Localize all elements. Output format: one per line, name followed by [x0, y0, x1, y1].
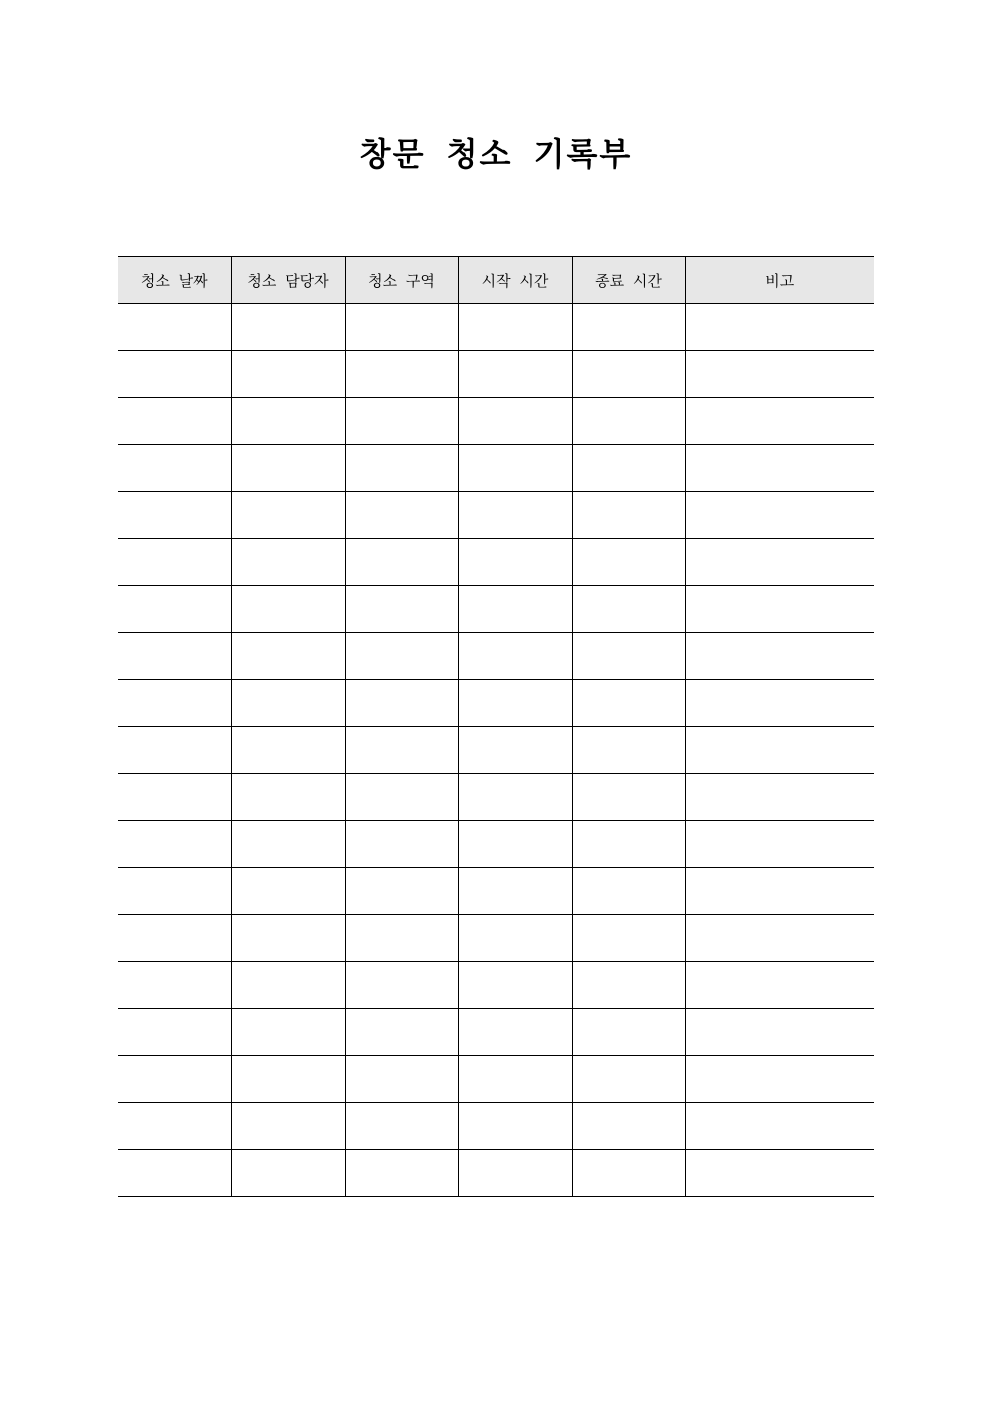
remarks-cell[interactable]: [685, 727, 874, 774]
date-cell[interactable]: [118, 680, 231, 727]
start-time-cell[interactable]: [458, 680, 572, 727]
table-row: [118, 398, 874, 445]
table-row: [118, 680, 874, 727]
table-row: [118, 586, 874, 633]
date-cell[interactable]: [118, 962, 231, 1009]
end-time-cell[interactable]: [572, 633, 685, 680]
table-header-row: [118, 257, 874, 304]
end-time-cell[interactable]: [572, 445, 685, 492]
person-cell[interactable]: [231, 727, 345, 774]
area-cell[interactable]: [345, 398, 458, 445]
table-row: [118, 915, 874, 962]
table-row: [118, 445, 874, 492]
start-time-cell[interactable]: [458, 586, 572, 633]
remarks-cell[interactable]: [685, 586, 874, 633]
person-cell[interactable]: [231, 821, 345, 868]
date-cell[interactable]: [118, 1056, 231, 1103]
remarks-cell[interactable]: [685, 868, 874, 915]
start-time-cell[interactable]: [458, 821, 572, 868]
area-cell[interactable]: [345, 868, 458, 915]
date-cell[interactable]: [118, 1150, 231, 1197]
end-time-cell[interactable]: [572, 1009, 685, 1056]
table-row: [118, 774, 874, 821]
person-cell[interactable]: [231, 680, 345, 727]
table-body: [118, 304, 874, 1197]
end-time-cell[interactable]: [572, 351, 685, 398]
area-cell[interactable]: [345, 1103, 458, 1150]
remarks-cell[interactable]: [685, 680, 874, 727]
start-time-cell[interactable]: [458, 445, 572, 492]
remarks-cell[interactable]: [685, 492, 874, 539]
start-time-cell[interactable]: [458, 727, 572, 774]
area-cell[interactable]: [345, 1009, 458, 1056]
date-cell[interactable]: [118, 351, 231, 398]
table-row: [118, 1103, 874, 1150]
person-cell[interactable]: [231, 774, 345, 821]
end-time-cell[interactable]: [572, 1150, 685, 1197]
end-time-cell[interactable]: [572, 1056, 685, 1103]
remarks-cell[interactable]: [685, 1056, 874, 1103]
area-cell[interactable]: [345, 727, 458, 774]
end-time-cell[interactable]: [572, 821, 685, 868]
person-cell[interactable]: [231, 539, 345, 586]
table-row: [118, 962, 874, 1009]
area-cell[interactable]: [345, 680, 458, 727]
date-cell[interactable]: [118, 868, 231, 915]
date-cell[interactable]: [118, 821, 231, 868]
start-time-cell[interactable]: [458, 868, 572, 915]
table-row: [118, 633, 874, 680]
remarks-cell[interactable]: [685, 539, 874, 586]
end-time-cell[interactable]: [572, 727, 685, 774]
start-time-cell[interactable]: [458, 351, 572, 398]
date-cell[interactable]: [118, 445, 231, 492]
person-cell[interactable]: [231, 1150, 345, 1197]
header-end-time: 종료 시간: [572, 257, 685, 304]
date-cell[interactable]: [118, 727, 231, 774]
area-cell[interactable]: [345, 915, 458, 962]
start-time-cell[interactable]: [458, 915, 572, 962]
date-cell[interactable]: [118, 586, 231, 633]
table-row: [118, 1150, 874, 1197]
header-cleaning-date: 청소 날짜: [118, 257, 231, 304]
start-time-cell[interactable]: [458, 492, 572, 539]
header-remarks: 비고: [685, 257, 874, 304]
date-cell[interactable]: [118, 633, 231, 680]
start-time-cell[interactable]: [458, 1150, 572, 1197]
remarks-cell[interactable]: [685, 1009, 874, 1056]
date-cell[interactable]: [118, 1103, 231, 1150]
person-cell[interactable]: [231, 492, 345, 539]
table-row: [118, 1009, 874, 1056]
person-cell[interactable]: [231, 633, 345, 680]
start-time-cell[interactable]: [458, 1009, 572, 1056]
remarks-cell[interactable]: [685, 774, 874, 821]
table-row: [118, 539, 874, 586]
date-cell[interactable]: [118, 915, 231, 962]
start-time-cell[interactable]: [458, 398, 572, 445]
person-cell[interactable]: [231, 1009, 345, 1056]
remarks-cell[interactable]: [685, 351, 874, 398]
person-cell[interactable]: [231, 586, 345, 633]
person-cell[interactable]: [231, 304, 345, 351]
cleaning-log-table: [118, 256, 874, 1197]
remarks-cell[interactable]: [685, 821, 874, 868]
date-cell[interactable]: [118, 1009, 231, 1056]
area-cell[interactable]: [345, 774, 458, 821]
start-time-cell[interactable]: [458, 1103, 572, 1150]
area-cell[interactable]: [345, 821, 458, 868]
end-time-cell[interactable]: [572, 680, 685, 727]
date-cell[interactable]: [118, 398, 231, 445]
start-time-cell[interactable]: [458, 539, 572, 586]
table-row: [118, 351, 874, 398]
start-time-cell[interactable]: [458, 633, 572, 680]
end-time-cell[interactable]: [572, 1103, 685, 1150]
area-cell[interactable]: [345, 445, 458, 492]
person-cell[interactable]: [231, 962, 345, 1009]
end-time-cell[interactable]: [572, 962, 685, 1009]
area-cell[interactable]: [345, 962, 458, 1009]
table-row: [118, 868, 874, 915]
end-time-cell[interactable]: [572, 915, 685, 962]
remarks-cell[interactable]: [685, 304, 874, 351]
end-time-cell[interactable]: [572, 492, 685, 539]
header-cleaning-person: 청소 담당자: [231, 257, 345, 304]
area-cell[interactable]: [345, 492, 458, 539]
area-cell[interactable]: [345, 351, 458, 398]
header-start-time: 시작 시간: [458, 257, 572, 304]
start-time-cell[interactable]: [458, 962, 572, 1009]
remarks-cell[interactable]: [685, 962, 874, 1009]
person-cell[interactable]: [231, 1056, 345, 1103]
area-cell[interactable]: [345, 304, 458, 351]
start-time-cell[interactable]: [458, 1056, 572, 1103]
remarks-cell[interactable]: [685, 1103, 874, 1150]
person-cell[interactable]: [231, 868, 345, 915]
remarks-cell[interactable]: [685, 1150, 874, 1197]
remarks-cell[interactable]: [685, 915, 874, 962]
end-time-cell[interactable]: [572, 398, 685, 445]
header-cleaning-area: 청소 구역: [345, 257, 458, 304]
end-time-cell[interactable]: [572, 586, 685, 633]
start-time-cell[interactable]: [458, 774, 572, 821]
end-time-cell[interactable]: [572, 774, 685, 821]
end-time-cell[interactable]: [572, 539, 685, 586]
person-cell[interactable]: [231, 351, 345, 398]
person-cell[interactable]: [231, 445, 345, 492]
table-row: [118, 727, 874, 774]
remarks-cell[interactable]: [685, 445, 874, 492]
area-cell[interactable]: [345, 539, 458, 586]
end-time-cell[interactable]: [572, 304, 685, 351]
start-time-cell[interactable]: [458, 304, 572, 351]
area-cell[interactable]: [345, 586, 458, 633]
table-row: [118, 304, 874, 351]
person-cell[interactable]: [231, 1103, 345, 1150]
person-cell[interactable]: [231, 398, 345, 445]
remarks-cell[interactable]: [685, 633, 874, 680]
date-cell[interactable]: [118, 774, 231, 821]
area-cell[interactable]: [345, 1150, 458, 1197]
table-row: [118, 492, 874, 539]
page-title: 창문 청소 기록부: [359, 135, 633, 173]
person-cell[interactable]: [231, 915, 345, 962]
area-cell[interactable]: [345, 633, 458, 680]
date-cell[interactable]: [118, 304, 231, 351]
date-cell[interactable]: [118, 492, 231, 539]
table-row: [118, 821, 874, 868]
end-time-cell[interactable]: [572, 868, 685, 915]
area-cell[interactable]: [345, 1056, 458, 1103]
table-row: [118, 1056, 874, 1103]
date-cell[interactable]: [118, 539, 231, 586]
remarks-cell[interactable]: [685, 398, 874, 445]
